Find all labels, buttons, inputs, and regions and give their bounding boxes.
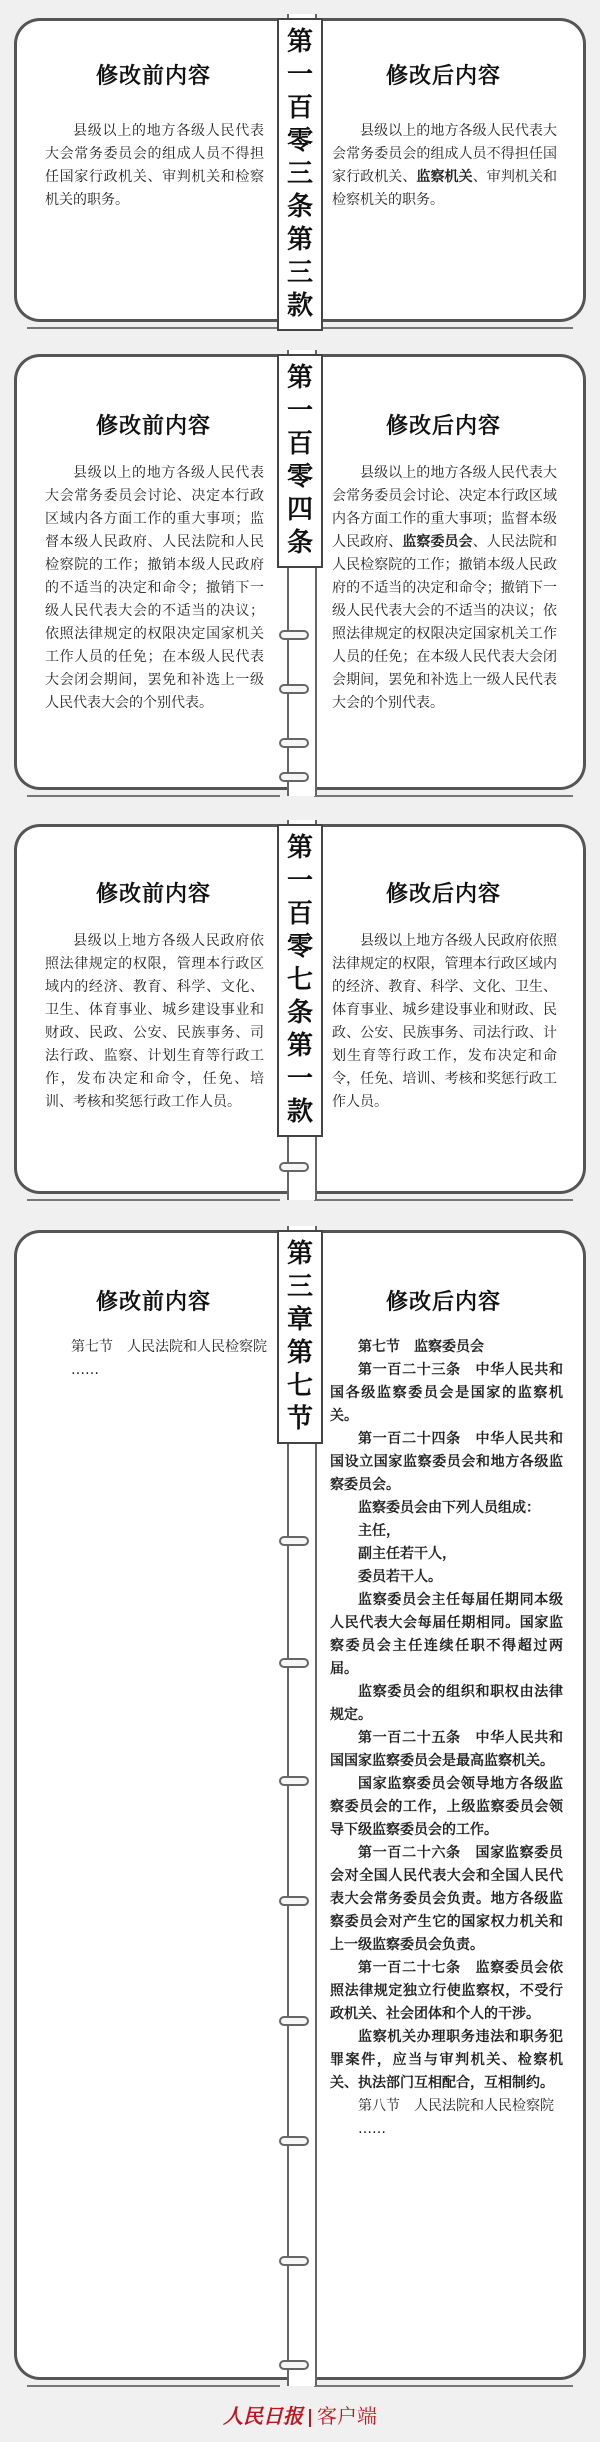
- article-label: 第 一 百 零 四 条: [277, 354, 323, 568]
- chapter-label: 第 三 章 第 七 节: [277, 1230, 323, 1444]
- after-line: 第一百二十三条 中华人民共和国各级监察委员会是国家的监察机关。: [330, 1362, 563, 1424]
- article-label: 第 一 百 零 七 条 第 一 款: [277, 824, 323, 1137]
- ring: [279, 1162, 309, 1172]
- before-text: 县级以上地方各级人民政府依照法律规定的权限，管理本行政区域内的经济、教育、科学、文化、卫生、体育事业、城乡建设事业和财政、民政、公安、民族事务、司法行政、监察、计划生育等行政工作，发布决定和命令，任免、培训、考核和奖惩行政工作人员。: [45, 933, 264, 1110]
- before-panel: [14, 18, 290, 322]
- before-title: 修改前内容: [95, 1290, 211, 1315]
- article-label: 第 一 百 零 三 条 第 三 款: [277, 18, 323, 331]
- after-panel: [304, 18, 586, 322]
- ring: [279, 1658, 309, 1668]
- after-line: 第八节 人民法院和人民检察院: [358, 2098, 554, 2114]
- after-line: 监察机关办理职务违法和职务犯罪案件，应当与审判机关、检察机关、执法部门互相配合，互相制约。: [330, 2029, 563, 2091]
- after-line: 第一百二十四条 中华人民共和国设立国家监察委员会和地方各级监察委员会。: [330, 1431, 563, 1493]
- after-lines: [304, 1336, 583, 2141]
- before-title: 修改前内容: [95, 882, 211, 907]
- after-line: 第七节 监察委员会: [358, 1339, 484, 1355]
- after-title: 修改后内容: [385, 414, 501, 439]
- brand-name: 人民日报: [223, 2404, 303, 2428]
- after-line: 委员若干人。: [358, 1569, 442, 1585]
- before-line: ……: [71, 1362, 99, 1378]
- ring: [279, 2136, 309, 2146]
- after-line: 第一百二十五条 中华人民共和国国家监察委员会是最高监察机关。: [330, 1730, 563, 1769]
- section-article-104: [0, 340, 600, 810]
- after-line: 第一百二十六条 国家监察委员会对全国人民代表大会和全国人民代表大会常务委员会负责。地方各级监察委员会对产生它的国家权力机关和上一级监察委员会负责。: [330, 1845, 563, 1953]
- after-title: 修改后内容: [385, 1290, 501, 1315]
- after-panel: [304, 1230, 586, 2380]
- section-article-103: [0, 0, 600, 340]
- section-chapter-3-section-7: [0, 1210, 600, 2390]
- before-panel: [14, 354, 290, 790]
- divider: [309, 2409, 311, 2427]
- after-line: 监察委员会主任每届任期同本级人民代表大会每届任期相同。国家监察委员会主任连续任职不得超过两届。: [330, 1592, 563, 1677]
- after-panel: [304, 824, 586, 1194]
- before-panel: [14, 824, 290, 1194]
- after-line: ……: [358, 2121, 386, 2137]
- ring: [279, 772, 309, 782]
- before-line: 第七节 人民法院和人民检察院: [71, 1339, 267, 1355]
- ring: [279, 1896, 309, 1906]
- after-title: 修改后内容: [385, 882, 501, 907]
- ring: [279, 2360, 309, 2370]
- after-text: 县级以上地方各级人民政府依照法律规定的权限，管理本行政区域内的经济、教育、科学、文化、卫生、体育事业、城乡建设事业和财政、民政、公安、民族事务、司法行政、计划生育等行政工作，发布决定和命令，任免、培训、考核和奖惩行政工作人员。: [332, 933, 557, 1110]
- after-line: 主任，: [358, 1523, 400, 1539]
- ring: [279, 2256, 309, 2266]
- ring: [279, 1536, 309, 1546]
- channel-name: 客户端: [317, 2404, 377, 2428]
- after-line: 国家监察委员会领导地方各级监察委员会的工作，上级监察委员会领导下级监察委员会的工作。: [330, 1776, 563, 1838]
- after-line: 第一百二十七条 监察委员会依照法律规定独立行使监察权，不受行政机关、社会团体和个人的干涉。: [330, 1960, 563, 2022]
- after-line: 副主任若干人，: [358, 1546, 456, 1562]
- ring: [279, 1776, 309, 1786]
- ring: [279, 2016, 309, 2026]
- before-title: 修改前内容: [95, 414, 211, 439]
- before-text: 县级以上的地方各级人民代表大会常务委员会讨论、决定本行政区域内各方面工作的重大事项；监督本级人民政府、人民法院和人民检察院的工作；撤销本级人民政府的不适当的决定和命令；撤销下一级人民代表大会的不适当的决议；依照法律规定的权限决定国家机关工作人员的任免；在本级人民代表大会闭会期间，罢免和补选上一级人民代表大会的个别代表。: [45, 465, 264, 711]
- after-text: 县级以上的地方各级人民代表大会常务委员会讨论、决定本行政区域内各方面工作的重大事项；监督本级人民政府、监察委员会、人民法院和人民检察院的工作；撤销本级人民政府的不适当的决定和命令；撤销下一级人民代表大会的不适当的决议；依照法律规定的权限决定国家机关工作人员的任免；在本级人民代表大会闭会期间，罢免和补选上一级人民代表大会的个别代表。: [332, 465, 558, 711]
- ring: [279, 630, 309, 640]
- before-text: 县级以上的地方各级人民代表大会常务委员会的组成人员不得担任国家行政机关、审判机关和检察机关的职务。: [45, 123, 264, 208]
- footer-logo: [0, 2400, 600, 2442]
- after-panel: [304, 354, 586, 790]
- before-title: 修改前内容: [95, 64, 211, 89]
- before-panel: [14, 1230, 290, 2380]
- after-title: 修改后内容: [385, 64, 501, 89]
- after-text: 县级以上的地方各级人民代表大会常务委员会的组成人员不得担任国家行政机关、监察机关、审判机关和检察机关的职务。: [332, 123, 558, 208]
- ring: [279, 738, 309, 748]
- ring: [279, 684, 309, 694]
- after-line: 监察委员会由下列人员组成：: [358, 1500, 540, 1516]
- section-article-107: [0, 810, 600, 1210]
- after-line: 监察委员会的组织和职权由法律规定。: [330, 1684, 563, 1723]
